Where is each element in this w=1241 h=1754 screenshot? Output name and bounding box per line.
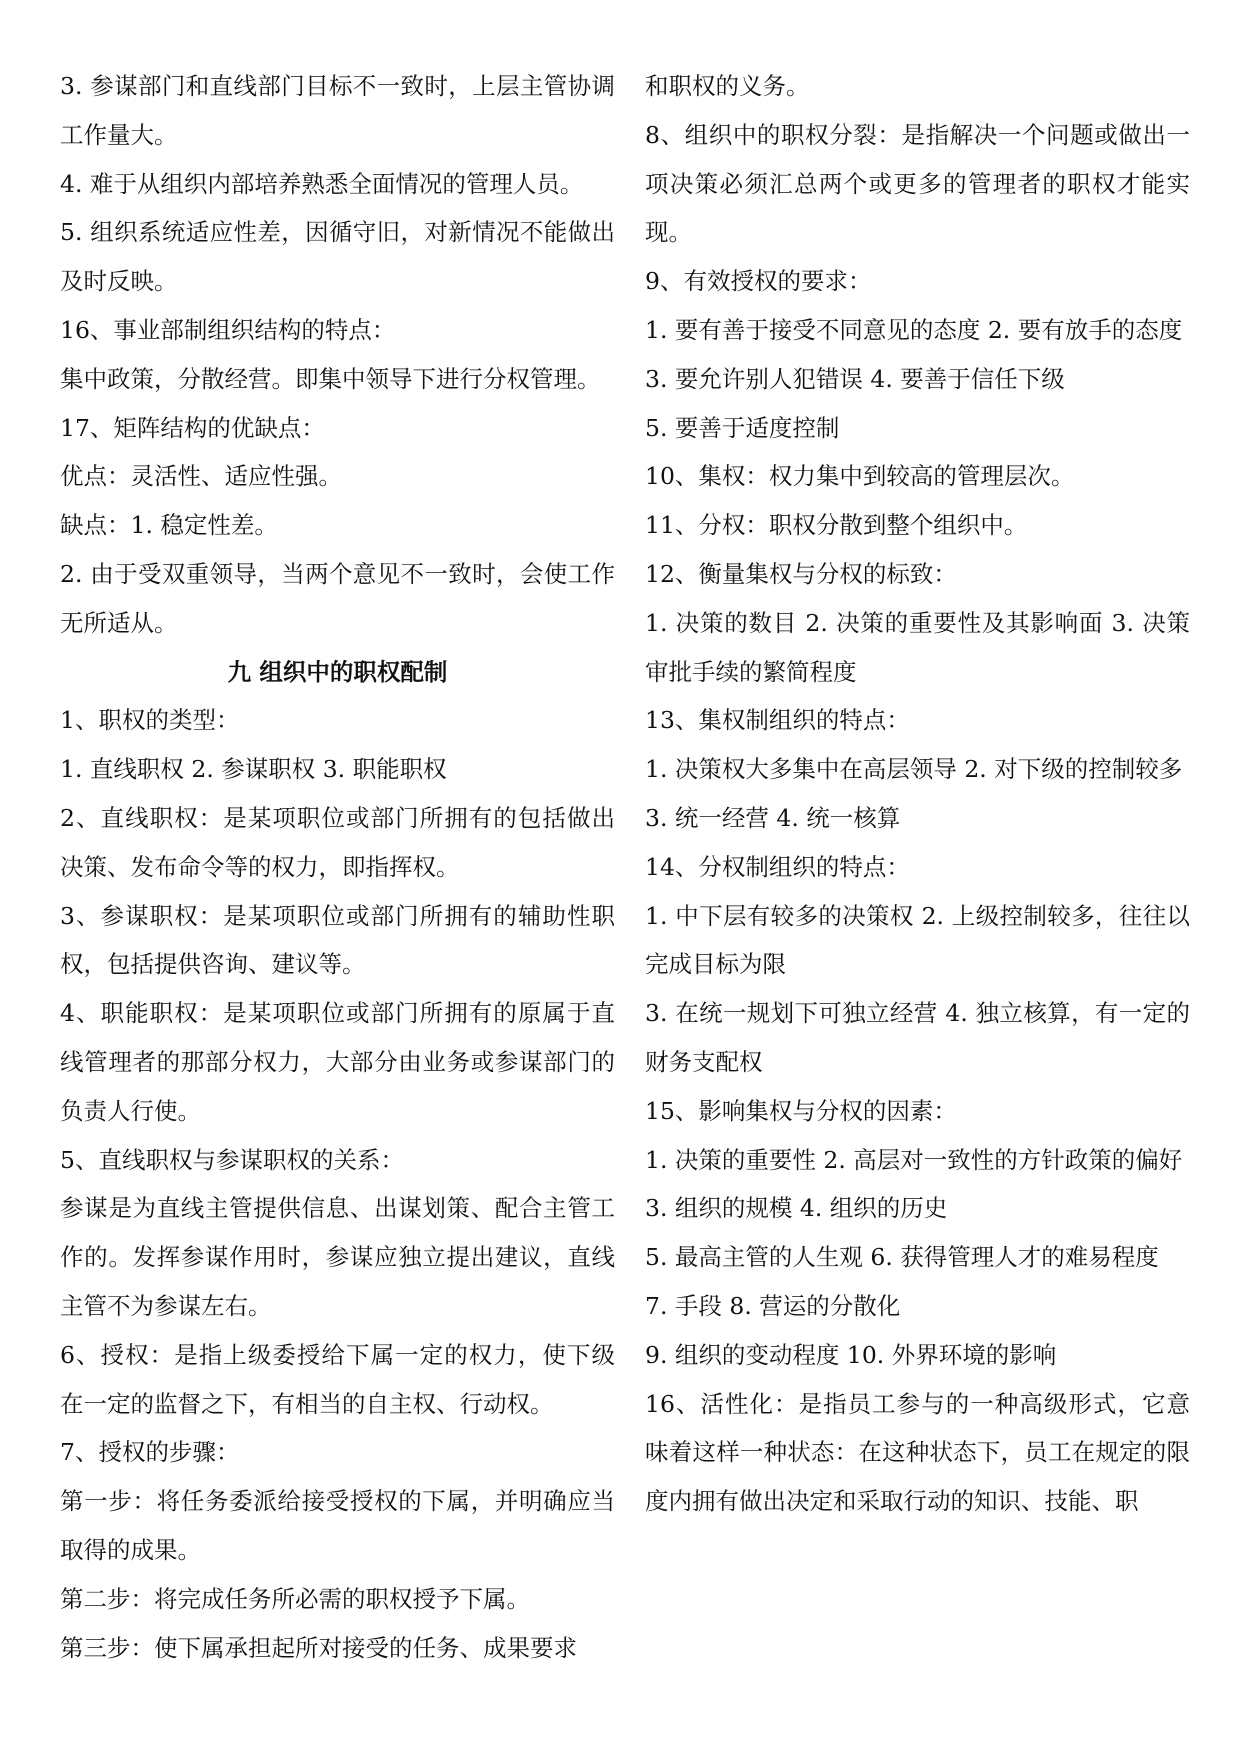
paragraph: 1. 中下层有较多的决策权 2. 上级控制较多，往往以完成目标为限 [645, 901, 1190, 979]
paragraph: 5. 最高主管的人生观 6. 获得管理人才的难易程度 [645, 1243, 1159, 1272]
paragraph: 16、事业部制组织结构的特点： [60, 315, 396, 344]
paragraph: 16、活性化：是指员工参与的一种高级形式，它意味着这样一种状态：在这种状态下，员工在规定的限度内拥有做出决定和采取行动的知识、技能、职 [645, 1389, 1190, 1516]
paragraph: 第一步：将任务委派给接受授权的下属，并明确应当取得的成果。 [60, 1487, 615, 1564]
paragraph: 14、分权制组织的特点： [645, 852, 910, 881]
paragraph: 6、授权：是指上级委授给下属一定的权力，使下级在一定的监督之下，有相当的自主权、行动权。 [60, 1340, 615, 1418]
paragraph: 3. 统一经营 4. 统一核算 [645, 803, 901, 832]
paragraph: 参谋是为直线主管提供信息、出谋划策、配合主管工作的。发挥参谋作用时，参谋应独立提出建议，直线主管不为参谋左右。 [60, 1194, 615, 1320]
paragraph: 10、集权：权力集中到较高的管理层次。 [645, 462, 1075, 491]
paragraph: 1. 决策权大多集中在高层领导 2. 对下级的控制较多 [645, 755, 1183, 784]
paragraph: 9. 组织的变动程度 10. 外界环境的影响 [645, 1340, 1057, 1369]
paragraph: 7. 手段 8. 营运的分散化 [645, 1291, 901, 1320]
paragraph: 3. 在统一规划下可独立经营 4. 独立核算，有一定的财务支配权 [645, 999, 1190, 1076]
paragraph: 3. 参谋部门和直线部门目标不一致时，上层主管协调工作量大。 [60, 72, 615, 149]
paragraph: 12、衡量集权与分权的标致： [645, 559, 957, 588]
paragraph: 3. 组织的规模 4. 组织的历史 [645, 1194, 948, 1223]
paragraph: 5. 要善于适度控制 [645, 413, 840, 442]
paragraph: 2、直线职权：是某项职位或部门所拥有的包括做出决策、发布命令等的权力，即指挥权。 [60, 803, 615, 881]
paragraph: 3、参谋职权：是某项职位或部门所拥有的辅助性职权，包括提供咨询、建议等。 [60, 901, 615, 979]
paragraph: 3. 要允许别人犯错误 4. 要善于信任下级 [645, 364, 1065, 393]
section-heading: 九 组织中的职权配制 [227, 657, 448, 686]
paragraph: 17、矩阵结构的优缺点： [60, 413, 325, 442]
paragraph: 缺点：1. 稳定性差。 [60, 511, 278, 540]
paragraph: 4、职能职权：是某项职位或部门所拥有的原属于直线管理者的那部分权力，大部分由业务或参谋部门的负责人行使。 [60, 999, 615, 1125]
right-column [645, 62, 1190, 1526]
paragraph: 第二步：将完成任务所必需的职权授予下属。 [60, 1584, 530, 1613]
paragraph: 1. 决策的重要性 2. 高层对一致性的方针政策的偏好 [645, 1145, 1183, 1174]
paragraph: 7、授权的步骤： [60, 1438, 240, 1467]
paragraph: 11、分权：职权分散到整个组织中。 [645, 511, 1028, 540]
paragraph: 5. 组织系统适应性差，因循守旧，对新情况不能做出及时反映。 [60, 218, 615, 296]
left-column [60, 62, 615, 1672]
paragraph: 优点：灵活性、适应性强。 [60, 462, 342, 491]
paragraph: 8、组织中的职权分裂：是指解决一个问题或做出一项决策必须汇总两个或更多的管理者的职权才能实现。 [645, 120, 1190, 247]
paragraph: 1、职权的类型： [60, 706, 240, 735]
paragraph: 13、集权制组织的特点： [645, 706, 910, 735]
paragraph: 第三步：使下属承担起所对接受的任务、成果要求 [60, 1633, 577, 1662]
paragraph: 集中政策，分散经营。即集中领导下进行分权管理。 [60, 364, 601, 393]
paragraph: 2. 由于受双重领导，当两个意见不一致时，会使工作无所适从。 [60, 559, 615, 637]
paragraph: 1. 直线职权 2. 参谋职权 3. 职能职权 [60, 755, 447, 784]
paragraph: 1. 决策的数目 2. 决策的重要性及其影响面 3. 决策审批手续的繁简程度 [645, 608, 1190, 686]
paragraph: 1. 要有善于接受不同意见的态度 2. 要有放手的态度 [645, 315, 1183, 344]
paragraph: 和职权的义务。 [645, 72, 810, 100]
paragraph: 15、影响集权与分权的因素： [645, 1096, 957, 1125]
paragraph: 9、有效授权的要求： [645, 267, 872, 296]
paragraph: 4. 难于从组织内部培养熟悉全面情况的管理人员。 [60, 169, 584, 198]
paragraph: 5、直线职权与参谋职权的关系： [60, 1145, 404, 1174]
